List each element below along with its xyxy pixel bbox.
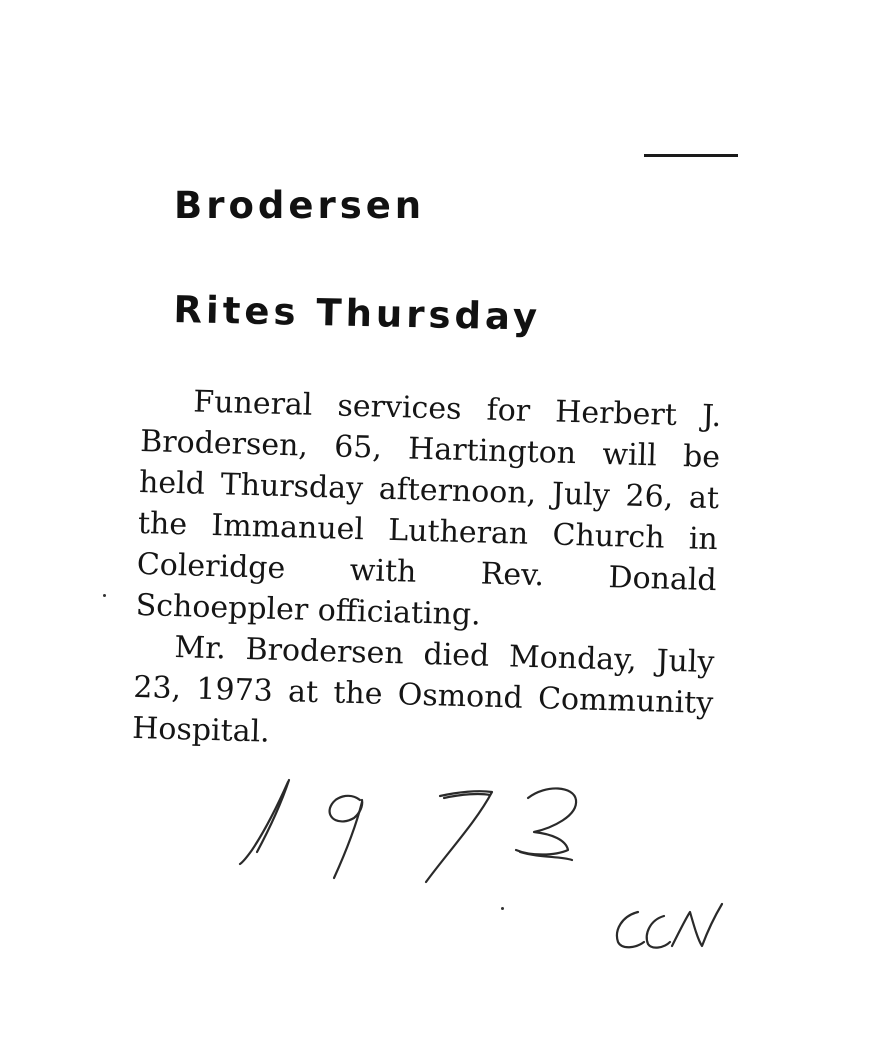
obituary-body bbox=[132, 380, 722, 765]
scan-speck bbox=[103, 594, 106, 597]
clipping-top-rule bbox=[644, 154, 738, 157]
headline-name: Brodersen bbox=[174, 184, 426, 227]
handwritten-year-1972 bbox=[240, 780, 576, 882]
scan-speck bbox=[501, 907, 504, 910]
obituary-paragraph-death: Mr. Brodersen died Monday, July 23, 1973 at the Osmond Community Hospital. bbox=[131, 630, 715, 750]
headline-rites: Rites Thursday bbox=[173, 288, 542, 339]
handwritten-initials-ccn bbox=[617, 904, 722, 948]
obituary-paragraph-funeral: Funeral services for Herbert J. Brodersen, 65, Hartington will be held Thursday afternoon, July 26, at the Immanuel Lutheran Church in Coleridge with Rev. Donald Schoeppler officiating. bbox=[135, 384, 722, 633]
